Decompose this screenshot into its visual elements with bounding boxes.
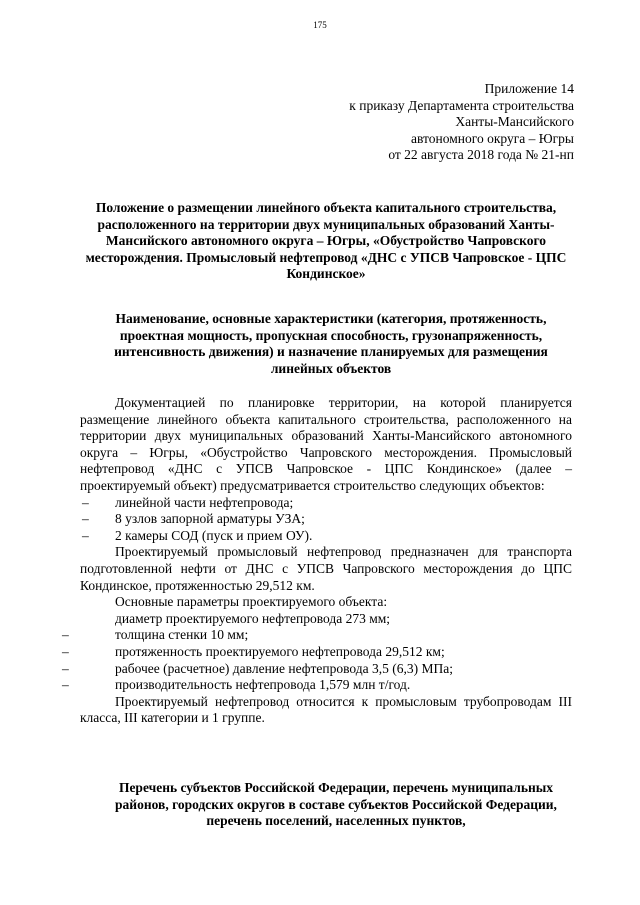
list-item-text: рабочее (расчетное) давление нефтепровода 3,5 (6,3) МПа; xyxy=(115,660,454,676)
list-item-text: производительность нефтепровода 1,579 млн т/год. xyxy=(115,677,411,693)
document-title: Положение о размещении линейного объекта капитального строительства, расположенного на территории двух муниципальных образований Ханты-Мансийского автономного округа – Югры, «Обустройство Чапровского месторождения. Промысловый нефтепровод «ДНС с УПСВ Чапровское - ЦПС Кондинское» xyxy=(85,200,567,281)
list-section-heading: Перечень субъектов Российской Федерации, перечень муниципальных районов, городских округов в составе субъектов Российской Федерации, перечень поселений, населенных пунктов, xyxy=(115,780,557,828)
intro-paragraph: Документацией по планировке территории, на которой планируется размещение линейного объекта капитального строительства, расположенного на территории двух муниципальных образований Ханты-Мансийского автономного округа – Югры, «Обустройство Чапровского месторождения. Промысловый нефтепровод «ДНС с УПСВ Чапровское - ЦПС Кондинское» (далее – проектируемый объект) предусматривается строительство следующих объектов: xyxy=(80,395,572,493)
params-heading: Основные параметры проектируемого объекта: xyxy=(115,594,388,610)
appendix-line: автономного округа – Югры xyxy=(411,130,574,146)
appendix-line: Ханты-Мансийского xyxy=(455,114,574,129)
list-item xyxy=(62,677,572,694)
section-heading: Наименование, основные характеристики (категория, протяженность, проектная мощность, пропускная способность, грузонапряженность, интенсивность движения) и назначение планируемых для размещения линейных объектов xyxy=(114,311,548,376)
list-item xyxy=(80,511,572,528)
dash-marker: – xyxy=(62,677,69,693)
list-item xyxy=(80,495,572,512)
document-body xyxy=(62,395,572,727)
dash-marker: – xyxy=(62,660,69,676)
param-diameter: диаметр проектируемого нефтепровода 273 мм; xyxy=(115,610,391,626)
appendix-line: Приложение 14 xyxy=(484,81,574,96)
dash-marker: – xyxy=(82,527,89,543)
purpose-paragraph: Проектируемый промысловый нефтепровод предназначен для транспорта подготовленной нефти от ДНС с УПСВ Чапровского месторождения до ЦПС Кондинское, протяженностью 29,512 км. xyxy=(80,544,572,593)
dash-marker: – xyxy=(62,643,69,659)
page-number: 175 xyxy=(313,20,327,30)
category-paragraph: Проектируемый нефтепровод относится к промысловым трубопроводам III класса, III категории и 1 группе. xyxy=(80,693,572,726)
dash-marker: – xyxy=(82,511,89,527)
appendix-line: от 22 августа 2018 года № 21-нп xyxy=(388,147,574,162)
list-item-text: 2 камеры СОД (пуск и прием ОУ). xyxy=(115,527,313,543)
list-item-text: толщина стенки 10 мм; xyxy=(115,627,249,643)
appendix-line: к приказу Департамента строительства xyxy=(349,97,574,113)
list-item-text: протяженность проектируемого нефтепровода 29,512 км; xyxy=(115,643,445,659)
appendix-block xyxy=(349,81,574,164)
list-item-text: линейной части нефтепровода; xyxy=(115,494,294,510)
dash-marker: – xyxy=(62,627,69,643)
dash-marker: – xyxy=(82,494,89,510)
list-item-text: 8 узлов запорной арматуры УЗА; xyxy=(115,511,305,527)
list-item xyxy=(62,660,572,678)
list-item xyxy=(62,643,572,661)
list-item xyxy=(62,627,572,644)
list-item xyxy=(80,528,572,545)
